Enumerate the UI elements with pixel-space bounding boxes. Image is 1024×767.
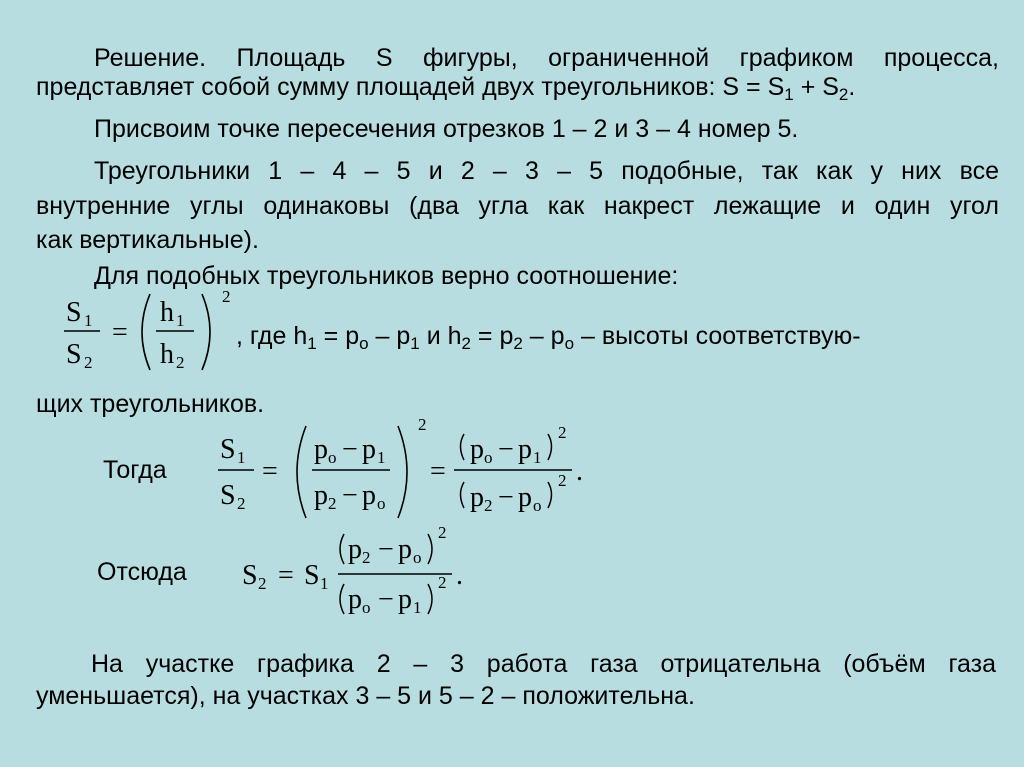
subscript: о xyxy=(359,334,369,353)
label-hence: Отсюда xyxy=(97,558,187,586)
subscript: о xyxy=(328,448,337,467)
text-line: как вертикальные). xyxy=(36,226,259,254)
subscript: 1 xyxy=(307,334,317,353)
subscript: 2 xyxy=(237,494,246,513)
subscript: 2 xyxy=(84,353,93,372)
subscript: 2 xyxy=(484,496,493,515)
subscript: о xyxy=(533,496,542,515)
subscript: 1 xyxy=(377,448,386,467)
left-paren xyxy=(340,584,344,614)
text-line: щих треугольников. xyxy=(36,390,265,418)
variable: p xyxy=(518,482,532,513)
minus-sign: − xyxy=(342,480,358,511)
text-line xyxy=(236,322,861,351)
formula-similarity-ratio xyxy=(58,288,248,378)
subscript: 1 xyxy=(84,311,93,330)
right-paren xyxy=(548,434,552,460)
subscript: 1 xyxy=(176,311,185,330)
subscript: 1 xyxy=(413,598,422,617)
text-fragment: . xyxy=(848,73,856,101)
subscript: о xyxy=(484,448,493,467)
text-line: уменьшается), на участках 3 – 5 и 5 – 2 – положительна. xyxy=(36,682,695,710)
period: . xyxy=(576,456,583,487)
minus-sign: − xyxy=(498,482,514,513)
subscript: 1 xyxy=(533,448,542,467)
equals-sign: = xyxy=(278,560,294,591)
equals-sign: = xyxy=(112,317,128,348)
left-paren xyxy=(297,426,306,518)
equals-sign: = xyxy=(262,456,278,487)
variable: S xyxy=(304,560,320,591)
left-paren xyxy=(340,534,344,564)
variable: p xyxy=(398,584,412,615)
equals-sign: = xyxy=(430,456,446,487)
text-fragment: , где h xyxy=(236,322,308,350)
period: . xyxy=(456,560,463,591)
text-fragment: – высоты соответствую- xyxy=(574,322,861,350)
variable: p xyxy=(470,434,484,465)
minus-sign: − xyxy=(378,584,394,615)
formula-area-ratio xyxy=(212,414,592,526)
right-paren xyxy=(548,482,552,508)
fraction-denominator: p xyxy=(314,480,328,511)
variable: p xyxy=(362,434,376,465)
subscript: о xyxy=(564,334,575,353)
exponent: 2 xyxy=(438,523,447,542)
exponent: 2 xyxy=(438,573,447,592)
variable: p xyxy=(362,480,376,511)
subscript: 2 xyxy=(461,334,471,353)
minus-sign: − xyxy=(378,534,394,565)
left-paren xyxy=(461,482,465,508)
formula-s2-expression xyxy=(238,520,508,630)
subscript: о xyxy=(362,598,371,617)
fraction-numerator: S xyxy=(220,434,236,465)
text-fragment: представляет собой сумму площадей двух треугольников: S = S xyxy=(36,73,785,101)
text-line: внутренние углы одинаковы (два угла как накрест лежащие и один угол xyxy=(36,192,999,220)
subscript: 2 xyxy=(362,548,371,567)
minus-sign: − xyxy=(342,434,358,465)
subscript: 2 xyxy=(328,494,337,513)
fraction-numerator: S xyxy=(66,297,82,328)
fraction-numerator: p xyxy=(314,434,328,465)
subscript: 1 xyxy=(410,334,420,353)
fraction-denominator: S xyxy=(220,480,236,511)
fraction-numerator: h xyxy=(160,297,174,328)
text-line: На участке графика 2 – 3 работа газа отрицательна (объём газа xyxy=(91,650,996,678)
minus-sign: − xyxy=(498,434,514,465)
subscript: 2 xyxy=(838,85,849,104)
text-fragment: = p xyxy=(470,322,514,350)
text-fragment: – p xyxy=(368,322,411,350)
fraction-denominator: S xyxy=(66,339,82,370)
subscript: 1 xyxy=(320,574,329,593)
variable: p xyxy=(518,434,532,465)
text-line: Треугольники 1 – 4 – 5 и 2 – 3 – 5 подобные, так как у них все xyxy=(94,157,999,185)
subscript: о xyxy=(377,494,386,513)
variable: p xyxy=(348,534,362,565)
variable: p xyxy=(348,584,362,615)
label-then: Тогда xyxy=(103,456,167,484)
subscript: 1 xyxy=(784,85,794,104)
variable: p xyxy=(398,534,412,565)
exponent: 2 xyxy=(222,287,231,306)
exponent: 2 xyxy=(418,415,427,434)
right-paren xyxy=(202,294,210,370)
text-line: Решение. Площадь S фигуры, ограниченной графиком процесса, xyxy=(94,44,999,72)
text-fragment: – p xyxy=(522,322,565,350)
subscript: 2 xyxy=(513,334,523,353)
text-fragment: = p xyxy=(316,322,360,350)
text-fragment: и h xyxy=(419,322,462,350)
text-fragment: + S xyxy=(793,73,839,101)
text-line: Присвоим точке пересечения отрезков 1 – 2 и 3 – 4 номер 5. xyxy=(94,115,799,143)
subscript: о xyxy=(413,548,422,567)
text-line xyxy=(36,73,996,102)
text-line: Для подобных треугольников верно соотношение: xyxy=(94,262,679,290)
exponent: 2 xyxy=(558,471,567,490)
subscript: 2 xyxy=(258,574,267,593)
fraction-denominator: h xyxy=(160,339,174,370)
variable: S xyxy=(242,560,258,591)
subscript: 2 xyxy=(176,353,185,372)
left-paren xyxy=(142,294,150,370)
fraction-denominator: p xyxy=(470,482,484,513)
right-paren xyxy=(428,584,432,614)
right-paren xyxy=(398,426,407,518)
left-paren xyxy=(461,434,465,460)
exponent: 2 xyxy=(558,423,567,442)
subscript: 1 xyxy=(237,448,246,467)
right-paren xyxy=(428,534,432,564)
